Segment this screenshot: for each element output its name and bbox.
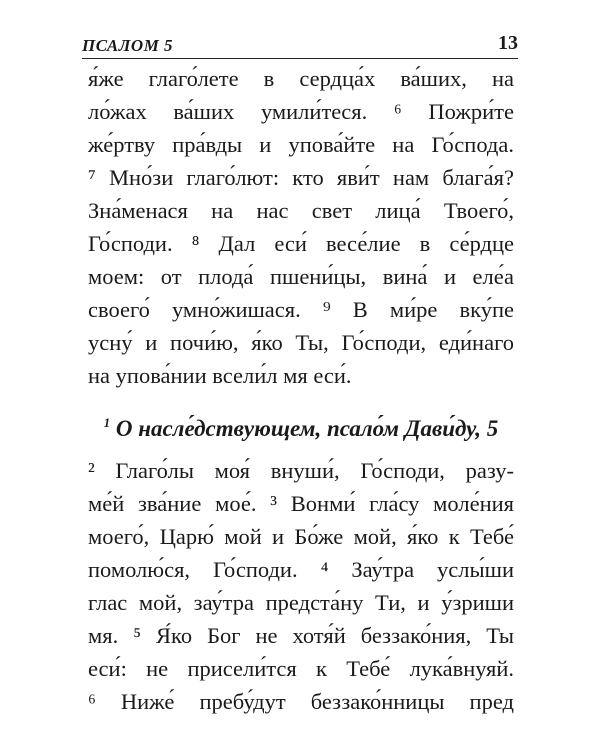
psalm-4-ending	[88, 62, 514, 392]
text-line: еси́: не присели́тся к Тебе́ лука́внуяй.	[88, 656, 514, 681]
header-rule	[82, 58, 518, 59]
text-line: Го́споди. ⁸ Дал еси́ весе́лие в се́рдце	[88, 231, 514, 256]
text-line: ⁶ Ниже́ пребу́дут беззако́нницы пред	[88, 689, 514, 714]
text-line: усну́ и почи́ю, я́ко Ты, Го́споди, еди́наго	[88, 330, 514, 355]
text-line: Зна́менася на нас свет лица́ Твоего́,	[88, 198, 514, 223]
text-line: помолю́ся, Го́споди. ⁴ Зау́тра услы́ши	[88, 557, 514, 582]
psalm-heading	[88, 412, 514, 448]
text-line: моего́, Царю́ мой и Бо́же мой, я́ко к Тебе́	[88, 524, 514, 549]
text-line: ⁷ Мно́зи глаго́лют: кто яви́т нам блага́я?	[88, 165, 514, 190]
text-line: глас мой, зау́тра предста́ну Ти, и у́зриши	[88, 590, 514, 615]
psalm-5-text	[88, 454, 514, 718]
running-header	[82, 30, 518, 56]
text-line: ² Глаго́лы моя́ внуши́, Го́споди, разу-	[88, 458, 514, 483]
text-body	[88, 62, 514, 718]
psalm-heading-text: О насле́дствующем, псало́м Дави́ду, 5	[115, 416, 499, 441]
text-line: моем: от плода́ пшени́цы, вина́ и еле́а	[88, 264, 514, 289]
text-line: ло́жах ва́ших умили́тeся. ⁶ Пожри́те	[88, 99, 514, 124]
text-line: я́же глаго́лете в сердца́х ва́ших, на	[88, 66, 514, 91]
heading-verse-number: 1	[103, 416, 111, 431]
running-title: ПСАЛОМ 5	[82, 36, 174, 55]
page-number: 13	[498, 32, 518, 54]
text-line: же́ртву пра́вды и упова́йте на Го́спода.	[88, 132, 514, 157]
text-line: мя. ⁵ Я́ко Бог не хотя́й беззако́ния, Ты	[88, 623, 514, 648]
text-line: своего́ умно́жишася. ⁹ В ми́ре вку́пе	[88, 297, 514, 322]
text-line: на упова́нии всели́л мя еси́.	[88, 363, 352, 388]
text-line: ме́й зва́ние мое́. ³ Вонми́ гла́су моле́ния	[88, 491, 514, 516]
